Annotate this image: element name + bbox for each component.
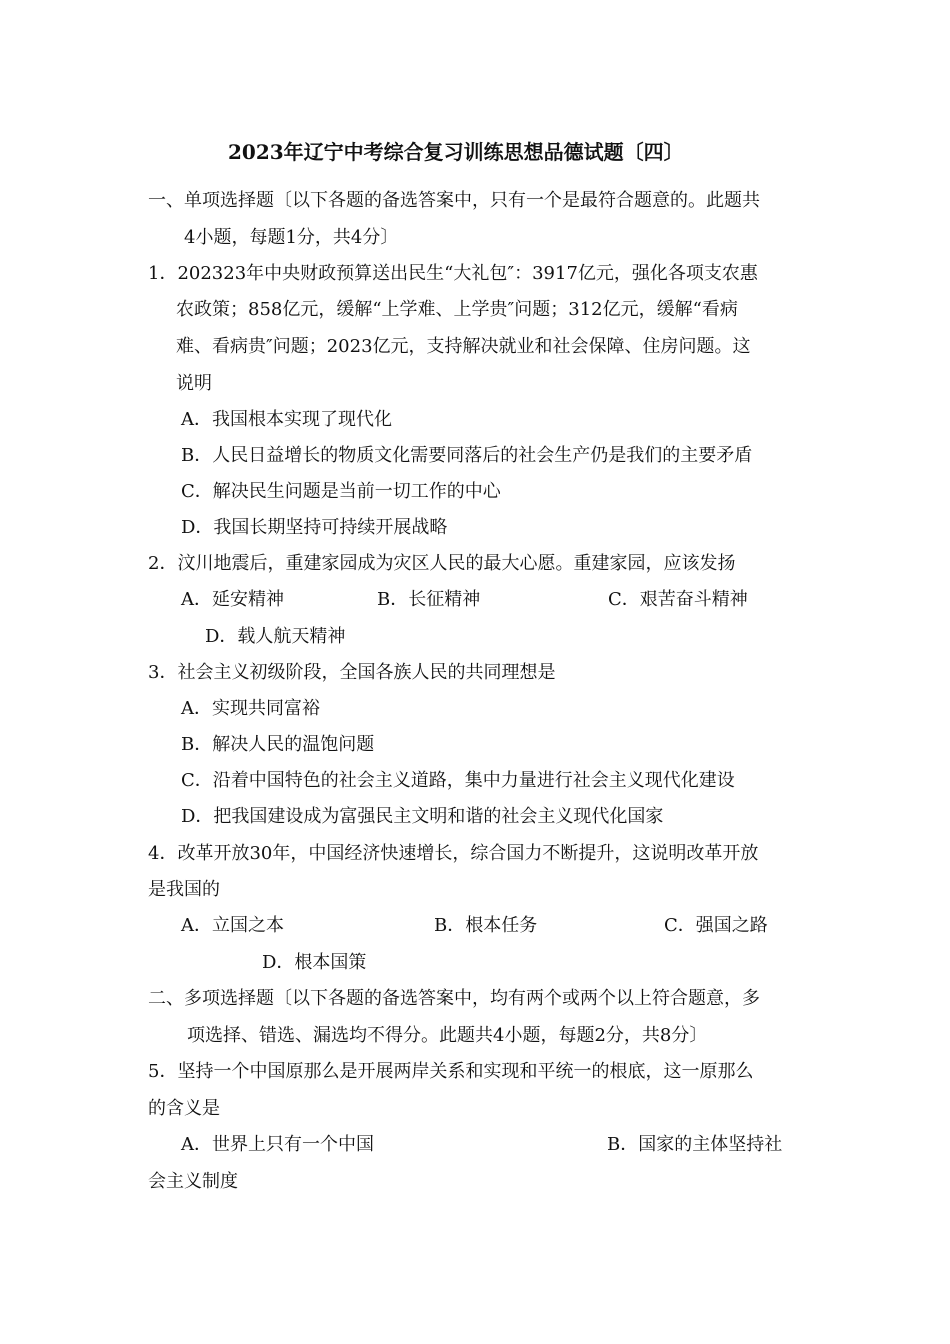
q1-option-a: A．我国根本实现了现代化 — [181, 409, 392, 430]
q1-option-d: D．我国长期坚持可持续开展战略 — [181, 517, 448, 538]
q1-option-b: B．人民日益增长的物质文化需要同落后的社会生产仍是我们的主要矛盾 — [181, 445, 753, 466]
q3-option-b: B．解决人民的温饱问题 — [181, 734, 375, 755]
q1-stem: 1．202323年中央财政预算送出民生“大礼包″：3917亿元，强化各项支农惠 — [148, 263, 758, 284]
q4-option-b: B．根本任务 — [434, 915, 538, 936]
q3-stem: 3．社会主义初级阶段，全国各族人民的共同理想是 — [148, 662, 556, 683]
q5-option-b-cont: 会主义制度 — [148, 1171, 238, 1192]
q4-stem: 4．改革开放30年，中国经济快速增长，综合国力不断提升，这说明改革开放 — [148, 843, 759, 864]
q5-stem: 5．坚持一个中国原那么是开展两岸关系和实现和平统一的根底，这一原那么 — [148, 1061, 754, 1082]
q5-option-a: A．世界上只有一个中国 — [181, 1134, 374, 1155]
q3-option-c: C．沿着中国特色的社会主义道路，集中力量进行社会主义现代化建设 — [181, 770, 735, 791]
section1-heading: 一、单项选择题〔以下各题的备选答案中，只有一个是最符合题意的。此题共 — [148, 190, 760, 211]
q1-stem: 说明 — [176, 373, 212, 394]
page-title: 2023年辽宁中考综合复习训练思想品德试题〔四〕 — [228, 140, 684, 164]
section2-heading: 二、多项选择题〔以下各题的备选答案中，均有两个或两个以上符合题意，多 — [148, 988, 760, 1009]
section2-heading-cont: 项选择、错选、漏选均不得分。此题共4小题，每题2分，共8分〕 — [187, 1025, 708, 1046]
q2-option-a: A．延安精神 — [181, 589, 284, 610]
q1-stem: 农政策；858亿元，缓解“上学难、上学贵″问题；312亿元，缓解“看病 — [176, 299, 738, 320]
q1-stem: 难、看病贵″问题；2023亿元，支持解决就业和社会保障、住房问题。这 — [176, 336, 751, 357]
q5-option-b: B．国家的主体坚持社 — [607, 1134, 783, 1155]
q3-option-d: D．把我国建设成为富强民主文明和谐的社会主义现代化国家 — [181, 806, 664, 827]
q5-stem-cont: 的含义是 — [148, 1098, 220, 1119]
q1-option-c: C．解决民生问题是当前一切工作的中心 — [181, 481, 501, 502]
q4-option-c: C．强国之路 — [664, 915, 768, 936]
q2-option-d: D．载人航天精神 — [205, 626, 346, 647]
q2-stem: 2．汶川地震后，重建家园成为灾区人民的最大心愿。重建家园，应该发扬 — [148, 553, 736, 574]
section1-heading-cont: 4小题，每题1分，共4分〕 — [184, 227, 399, 248]
q4-stem-cont: 是我国的 — [148, 879, 220, 900]
q4-option-d: D．根本国策 — [262, 952, 367, 973]
q4-option-a: A．立国之本 — [181, 915, 284, 936]
q3-option-a: A．实现共同富裕 — [181, 698, 320, 719]
q2-option-c: C．艰苦奋斗精神 — [608, 589, 748, 610]
q2-option-b: B．长征精神 — [377, 589, 481, 610]
